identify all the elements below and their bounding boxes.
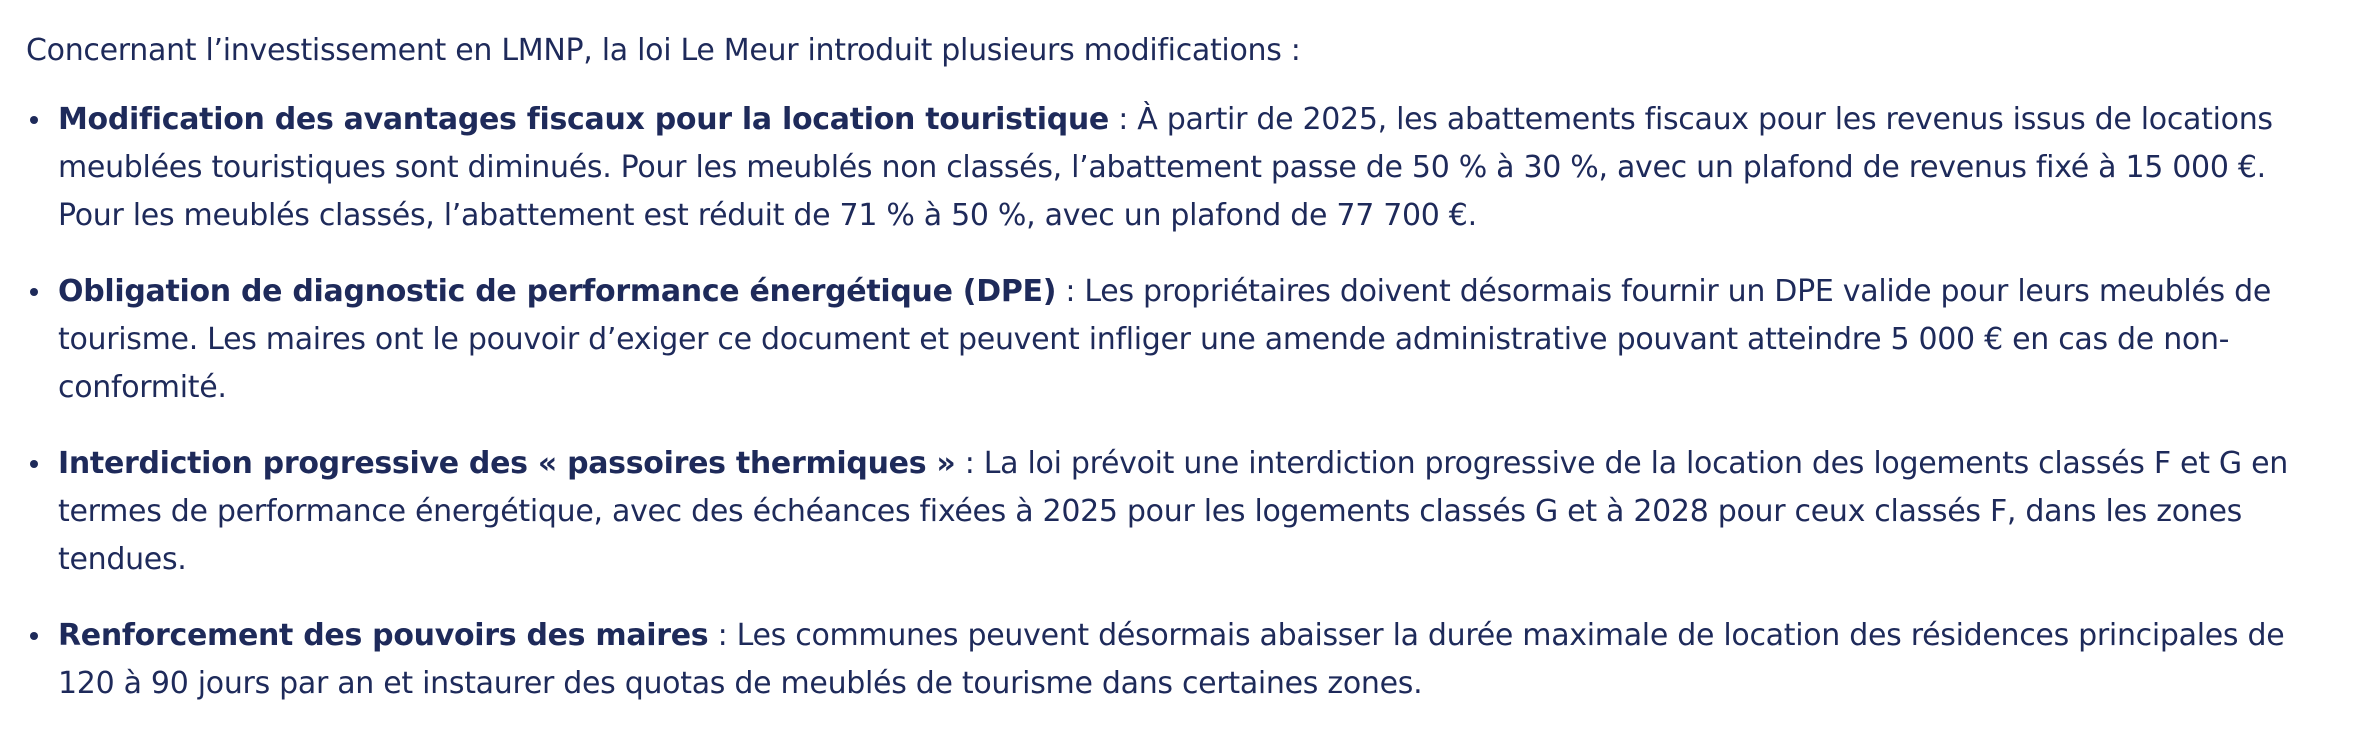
list-item-text: : Les communes peuvent désormais abaisser la durée maximale de location des résidences principales de 120 à 90 jours par an et instaurer des quotas de meublés de tourisme dans certaines zones. [58,618,2285,701]
list-item [58,612,2296,708]
list-item-text: : La loi prévoit une interdiction progressive de la location des logements classés F et G en termes de performance énergétique, avec des échéances fixées à 2025 pour les logements classés G et à 2028 pour ceux classés F, dans les zones tendues. [58,446,2288,577]
bullet-icon [30,288,38,296]
modifications-list [26,96,2296,708]
list-item [58,440,2296,584]
list-item [58,96,2296,240]
list-item-text: : À partir de 2025, les abattements fiscaux pour les revenus issus de locations meublées touristiques sont diminués. Pour les meublés non classés, l’abattement passe de 50 % à 30 %, avec un plafond de revenus fixé à 15 000 €. Pour les meublés classés, l’abattement est réduit de 71 % à 50 %, avec un plafond de 77 700 €. [58,102,2273,233]
bullet-icon [30,632,38,640]
intro-paragraph: Concernant l’investissement en LMNP, la loi Le Meur introduit plusieurs modifications : [26,33,1301,68]
article-content [26,26,2296,736]
list-item [58,268,2296,412]
bullet-icon [30,460,38,468]
bullet-icon [30,116,38,124]
list-item-term: Obligation de diagnostic de performance énergétique (DPE) [58,274,1057,309]
list-item-text: : Les propriétaires doivent désormais fournir un DPE valide pour leurs meublés de tourisme. Les maires ont le pouvoir d’exiger ce document et peuvent infliger une amende administrative pouvant atteindre 5 000 € en cas de non-conformité. [58,274,2272,405]
list-item-term: Renforcement des pouvoirs des maires [58,618,709,653]
list-item-term: Modification des avantages fiscaux pour la location touristique [58,102,1109,137]
list-item-term: Interdiction progressive des « passoires thermiques » [58,446,956,481]
